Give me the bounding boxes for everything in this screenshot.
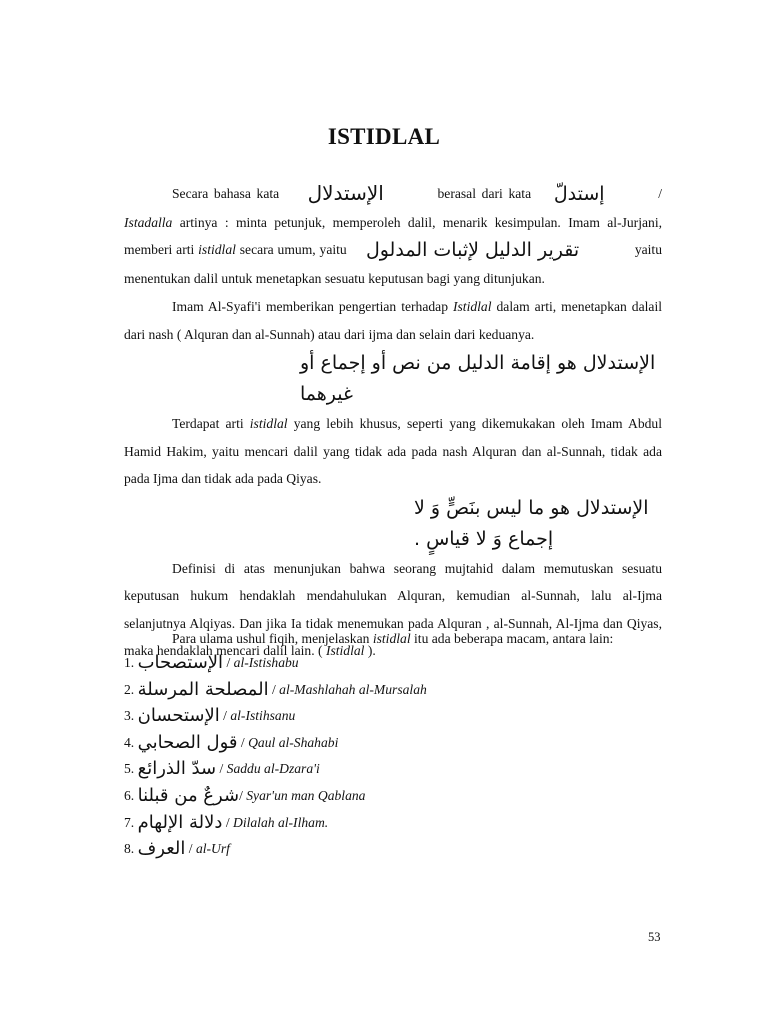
list-arabic-term: المصلحة المرسلة <box>137 678 269 700</box>
list-item <box>124 705 664 732</box>
list-latin-term: Qaul al-Shahabi <box>248 734 339 750</box>
list-latin-term: al-Urf <box>195 841 230 857</box>
p4-text-a: Definisi di atas menunjukan bahwa seorang mujtahid dalam memutuskan sesuatu keputusan hukum hendaklah mendahulukan Alquran, kemudian al-Sunnah, lalu al-Ijma selanjutnya Alqiyas. Dan jika Ia tidak menemukan pada Alquran , al-Sunnah, Al-Ijma dan Qiyas, maka hendaklah mencari dalil lain. ( <box>124 560 662 658</box>
p1-text-a: Secara bahasa kata <box>172 186 280 201</box>
p2-text-b: dalam arti, menetapkan dalail dari nash ( Alquran dan al-Sunnah) atau dari ijma dan selain dari keduanya. <box>124 299 663 342</box>
list-arabic-term: الإستصحاب <box>137 652 224 673</box>
p2-term-istidlal: Istidlal <box>452 299 492 314</box>
list-latin-term: al-Mashlahah al-Mursalah <box>279 681 427 697</box>
list-item <box>124 652 664 679</box>
list-latin-term: al-Istishabu <box>233 655 299 670</box>
p1-text-c: / <box>658 186 662 201</box>
list-separator: / <box>216 761 227 777</box>
list-number: 4. <box>124 734 135 750</box>
p1-text-d: artinya : minta petunjuk, memperoleh dalil, menarik kesimpulan. Imam al-Jurjani, memberi arti <box>124 214 662 257</box>
list-item <box>124 838 664 865</box>
list-separator: / <box>237 734 249 750</box>
arabic-definition-line-1 <box>124 348 662 410</box>
p3-text-b: yang lebih khusus, seperti yang dikemukakan oleh Imam Abdul Hamid Hakim, yaitu mencari dalil yang tidak ada pada nash Alquran dan al-Sunnah, tidak ada pada Ijma dan tidak ada pada Qiyas. <box>124 416 662 486</box>
paragraph-1 <box>124 180 662 292</box>
list-arabic-term: سدّ الذرائع <box>137 758 217 780</box>
page-number: 53 <box>648 930 661 944</box>
list-arabic-term: دلالة الإلهام <box>137 811 223 833</box>
list-arabic-term: قول الصحابي <box>137 731 238 753</box>
page-title: ISTIDLAL <box>327 124 441 149</box>
list-item <box>124 679 664 706</box>
paragraph-2 <box>124 293 662 348</box>
p1-term-istadalla: Istadalla <box>124 214 173 230</box>
p2-text-a: Imam Al-Syafi'i memberikan pengertian terhadap <box>172 299 453 314</box>
p4-text-b: ). <box>364 643 376 658</box>
p4-term-istidlal: Istidlal <box>325 643 365 658</box>
list-latin-term: al-Istihsanu <box>230 708 296 724</box>
p1-arabic-istadalla: إستدلّ <box>553 183 605 205</box>
list-latin-term: Syar'un man Qablana <box>246 787 366 803</box>
list-item <box>124 812 664 839</box>
list-separator: / <box>268 681 280 697</box>
body-text <box>124 180 662 665</box>
list-number: 7. <box>124 814 135 830</box>
p1-term-istidlal: istidlal <box>198 242 236 257</box>
p5-term-istidlal: istidlal <box>372 631 411 646</box>
p1-arabic-istidlal: الإستدلال <box>307 181 384 205</box>
list-separator: / <box>219 708 231 724</box>
p1-text-b: berasal dari kata <box>437 186 532 201</box>
list-latin-term: Saddu al-Dzara'i <box>226 761 320 777</box>
list-separator: / <box>223 655 234 670</box>
list-item <box>124 758 664 785</box>
list-number: 3. <box>124 708 135 724</box>
list-number: 6. <box>124 787 135 803</box>
arabic-definition-1-text: الإستدلال هو إقامة الدليل من نص أو إجماع أو غيرهما <box>300 352 656 405</box>
list-separator: / <box>222 814 234 830</box>
arabic-definition-2-text: الإستدلال هو ما ليس بنَصٍّ وَ لا إجماع وَ لا قياسٍ . <box>414 496 649 550</box>
p5-text-b: itu ada beberapa macam, antara lain: <box>410 631 614 646</box>
list-intro <box>124 625 662 653</box>
p1-text-f: yaitu menentukan dalil untuk menetapkan sesuatu keputusan bagi yang ditunjukan. <box>124 242 663 286</box>
list-number: 2. <box>124 681 135 697</box>
list-number: 1. <box>124 655 135 670</box>
list-number: 8. <box>124 841 135 857</box>
list-arabic-term: الإستحسان <box>137 705 220 727</box>
p3-text-a: Terdapat arti <box>172 416 250 431</box>
list-arabic-term: العرف <box>137 838 186 860</box>
list-separator: / <box>239 787 247 803</box>
list-item <box>124 732 664 759</box>
p3-term-istidlal: istidlal <box>249 416 288 431</box>
list-latin-term: Dilalah al-Ilham. <box>233 814 329 830</box>
list-separator: / <box>185 841 196 857</box>
p1-text-e: secara umum, yaitu <box>235 242 347 257</box>
arabic-definition-line-2 <box>124 493 662 555</box>
list-arabic-term: شرعٌ من قبلنا <box>137 784 240 806</box>
p5-text-a: Para ulama ushul fiqih, menjelaskan <box>172 631 373 646</box>
paragraph-3 <box>124 410 662 493</box>
p1-arabic-definition: تقرير الدليل لإثبات المدلول <box>365 239 580 261</box>
list-number: 5. <box>124 761 135 777</box>
list-item <box>124 785 664 812</box>
paragraph-5 <box>124 625 662 653</box>
istidlal-types-list <box>124 652 664 865</box>
